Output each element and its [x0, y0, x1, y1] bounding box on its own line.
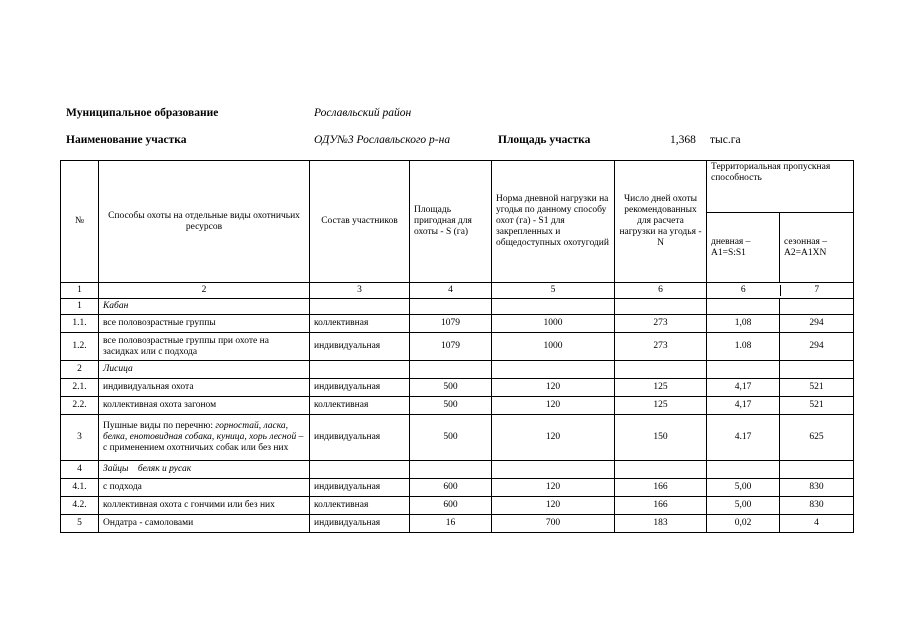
- municipality-label: Муниципальное образование: [66, 107, 219, 119]
- row-norm: 120: [492, 497, 615, 515]
- row-norm: [492, 299, 615, 315]
- row-participants: индивидуальная: [310, 479, 410, 497]
- row-days: 273: [615, 315, 707, 333]
- row-daily-capacity: 4,17: [707, 379, 780, 397]
- row-participants: коллективная: [310, 397, 410, 415]
- col-header-methods: Способы охоты на отдельные виды охотничьих ресурсов: [99, 161, 310, 283]
- row-participants: коллективная: [310, 497, 410, 515]
- row-no: 1: [61, 299, 99, 315]
- row-days: [615, 461, 707, 479]
- col-header-daily: дневная – A1=S:S1: [707, 213, 780, 283]
- row-no: 4.2.: [61, 497, 99, 515]
- row-area: 500: [410, 397, 492, 415]
- row-method: с подхода: [99, 479, 310, 497]
- table-row: [61, 515, 854, 533]
- table-row: [61, 361, 854, 379]
- col-number: 6: [615, 283, 707, 299]
- row-participants: индивидуальная: [310, 515, 410, 533]
- site-value: ОДУ№3 Рославльского р-на: [314, 134, 451, 146]
- row-days: 125: [615, 379, 707, 397]
- row-daily-capacity: 4.17: [707, 415, 780, 461]
- row-seasonal-capacity: 521: [780, 379, 854, 397]
- table-row: [61, 299, 854, 315]
- table-row: [61, 379, 854, 397]
- row-area: 16: [410, 515, 492, 533]
- method-species: горностай, ласка, белка, енотовидная собака, куница, хорь лесной: [103, 421, 297, 443]
- site-label: Наименование участка: [66, 134, 187, 146]
- row-seasonal-capacity: 4: [780, 515, 854, 533]
- col-number: 5: [492, 283, 615, 299]
- row-seasonal-capacity: [780, 361, 854, 379]
- row-seasonal-capacity: 294: [780, 315, 854, 333]
- row-daily-capacity: 5,00: [707, 497, 780, 515]
- col-number: 1: [61, 283, 99, 299]
- row-norm: [492, 361, 615, 379]
- row-participants: [310, 461, 410, 479]
- row-norm: 120: [492, 379, 615, 397]
- row-no: 4.1.: [61, 479, 99, 497]
- section-title: Лисица: [99, 361, 310, 379]
- row-no: 1.2.: [61, 333, 99, 361]
- row-participants: индивидуальная: [310, 415, 410, 461]
- row-norm: 700: [492, 515, 615, 533]
- row-no: 4: [61, 461, 99, 479]
- section-title: Зайцы беляк и русак: [99, 461, 310, 479]
- col-number: 3: [310, 283, 410, 299]
- col-header-area: Площадь пригодная для охоты - S (га): [410, 161, 492, 283]
- row-seasonal-capacity: 521: [780, 397, 854, 415]
- row-norm: 120: [492, 415, 615, 461]
- row-method: все половозрастные группы при охоте на засидках или с подхода: [99, 333, 310, 361]
- row-seasonal-capacity: 294: [780, 333, 854, 361]
- col-header-no: №: [61, 161, 99, 283]
- row-days: 150: [615, 415, 707, 461]
- row-area: [410, 361, 492, 379]
- row-seasonal-capacity: 830: [780, 497, 854, 515]
- row-participants: [310, 299, 410, 315]
- row-norm: 120: [492, 397, 615, 415]
- row-days: 125: [615, 397, 707, 415]
- row-no: 5: [61, 515, 99, 533]
- row-days: [615, 361, 707, 379]
- row-days: 273: [615, 333, 707, 361]
- row-norm: 1000: [492, 315, 615, 333]
- row-area: 600: [410, 497, 492, 515]
- row-daily-capacity: 0,02: [707, 515, 780, 533]
- municipality-value: Рославльский район: [314, 107, 412, 119]
- section-title: Кабан: [99, 299, 310, 315]
- area-unit: тыс.га: [710, 134, 741, 146]
- row-no: 2: [61, 361, 99, 379]
- method-text: Пушные виды по перечню:: [103, 421, 216, 432]
- row-area: 1079: [410, 315, 492, 333]
- row-area: [410, 461, 492, 479]
- col-header-capacity: Территориальная пропускная способность: [707, 161, 854, 213]
- row-seasonal-capacity: 830: [780, 479, 854, 497]
- column-numbers-row: [61, 283, 854, 299]
- row-daily-capacity: [707, 461, 780, 479]
- row-method: индивидуальная охота: [99, 379, 310, 397]
- area-value: 1,368: [670, 134, 696, 146]
- capacity-table: [60, 160, 854, 533]
- row-no: 2.2.: [61, 397, 99, 415]
- row-method: Ондатра - самоловами: [99, 515, 310, 533]
- row-seasonal-capacity: 625: [780, 415, 854, 461]
- row-norm: 1000: [492, 333, 615, 361]
- col-header-days: Число дней охоты рекомендованных для расчета нагрузки на угодья - N: [615, 161, 707, 283]
- table-row: [61, 479, 854, 497]
- table-row: [61, 461, 854, 479]
- row-participants: коллективная: [310, 315, 410, 333]
- row-area: 500: [410, 379, 492, 397]
- row-area: [410, 299, 492, 315]
- row-area: 1079: [410, 333, 492, 361]
- row-area: 500: [410, 415, 492, 461]
- row-daily-capacity: 4,17: [707, 397, 780, 415]
- row-method: все половозрастные группы: [99, 315, 310, 333]
- col-number: 4: [410, 283, 492, 299]
- row-days: 166: [615, 479, 707, 497]
- table-row: [61, 497, 854, 515]
- col-number: 6: [707, 285, 781, 296]
- col-number: 2: [99, 283, 310, 299]
- table-row: [61, 415, 854, 461]
- area-label: Площадь участка: [498, 134, 591, 146]
- row-daily-capacity: 1.08: [707, 333, 780, 361]
- col-header-seasonal: сезонная – A2=A1XN: [780, 213, 854, 283]
- table-row: [61, 333, 854, 361]
- row-method: [99, 415, 310, 461]
- table-row: [61, 397, 854, 415]
- col-header-norm: Норма дневной нагрузки на угодья по данному способу охот (га) - S1 для закрепленных и общедоступных охотугодий: [492, 161, 615, 283]
- row-no: 1.1.: [61, 315, 99, 333]
- row-days: 166: [615, 497, 707, 515]
- row-norm: [492, 461, 615, 479]
- method-tail: – с применением охотничьих собак или без них: [103, 432, 304, 453]
- row-no: 2.1.: [61, 379, 99, 397]
- row-seasonal-capacity: [780, 461, 854, 479]
- row-participants: [310, 361, 410, 379]
- row-method: коллективная охота с гончими или без них: [99, 497, 310, 515]
- row-days: 183: [615, 515, 707, 533]
- row-seasonal-capacity: [780, 299, 854, 315]
- row-no: 3: [61, 415, 99, 461]
- row-participants: индивидуальная: [310, 333, 410, 361]
- row-area: 600: [410, 479, 492, 497]
- row-norm: 120: [492, 479, 615, 497]
- row-daily-capacity: [707, 361, 780, 379]
- row-daily-capacity: 5,00: [707, 479, 780, 497]
- col-number: 7: [814, 285, 820, 296]
- row-daily-capacity: [707, 299, 780, 315]
- row-method: коллективная охота загоном: [99, 397, 310, 415]
- row-participants: индивидуальная: [310, 379, 410, 397]
- row-days: [615, 299, 707, 315]
- table-row: [61, 315, 854, 333]
- col-header-participants: Состав участников: [310, 161, 410, 283]
- row-daily-capacity: 1,08: [707, 315, 780, 333]
